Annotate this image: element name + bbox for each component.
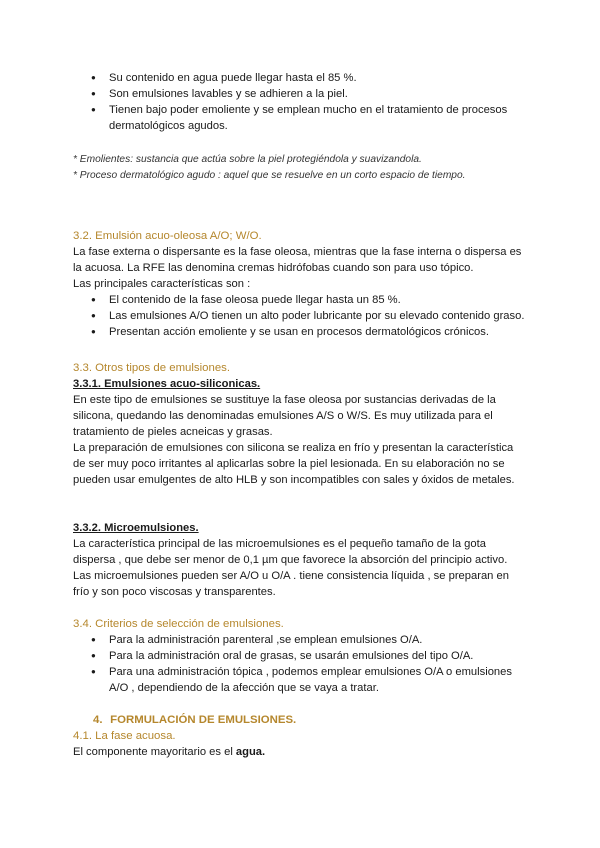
list-item: ● Son emulsiones lavables y se adhieren a la piel. (73, 86, 513, 102)
list-item: ● El contenido de la fase oleosa puede llegar hasta un 85 %. (73, 292, 528, 308)
chapter-heading (73, 712, 528, 728)
note-proceso-agudo: * Proceso dermatológico agudo : aquel que se resuelve en un corto espacio de tiempo. (73, 170, 466, 181)
list-item: ● Para la administración parenteral ,se emplean emulsiones O/A. (73, 632, 528, 648)
footnotes (73, 152, 543, 184)
section-3-2 (73, 228, 528, 340)
section-3-3 (73, 360, 528, 488)
chapter-title: FORMULACIÓN DE EMULSIONES. (110, 714, 297, 726)
properties-list-ao (73, 70, 513, 134)
subsection-heading: 3.3.2. Microemulsiones. (73, 522, 199, 534)
section-heading: 3.4. Criterios de selección de emulsiones. (73, 618, 284, 630)
paragraph: La preparación de emulsiones con silicona se realiza en frío y presentan la característica de ser muy poco irritantes al aplicarlas sobre la piel lesionada. En su elaboración no se pueden usar emulgentes de alto HLB y son incompatibles con sales y óxidos de metales. (73, 442, 515, 486)
chapter-number: 4. (93, 714, 103, 726)
list-item: ● Presentan acción emoliente y se usan en procesos dermatológicos crónicos. (73, 324, 528, 340)
section-heading: 4.1. La fase acuosa. (73, 730, 176, 742)
section-4 (73, 712, 528, 760)
section-heading: 3.3. Otros tipos de emulsiones. (73, 362, 231, 374)
list-item: ● Para una administración tópica , podemos emplear emulsiones O/A o emulsiones A/O , dependiendo de la afección que se vaya a tratar. (73, 664, 528, 696)
note-emolientes: * Emolientes: sustancia que actúa sobre la piel protegiéndola y suavizandola. (73, 154, 422, 165)
paragraph: La fase externa o dispersante es la fase oleosa, mientras que la fase interna o dispersa es la acuosa. La RFE las denomina cremas hidrófobas cuando son para uso tópico. (73, 246, 522, 274)
section-3-3-2 (73, 520, 528, 600)
paragraph: En este tipo de emulsiones se sustituye la fase oleosa por sustancias derivadas de la silicona, quedando las denominadas emulsiones A/S o W/S. Es muy utilizada para el tratamiento de pieles acneicas y grasas. (73, 394, 496, 438)
section-3-4 (73, 616, 528, 696)
criteria-list (73, 632, 528, 696)
paragraph (73, 744, 528, 760)
list-item: ● Las emulsiones A/O tienen un alto poder lubricante por su elevado contenido graso. (73, 308, 528, 324)
list-item: ● Para la administración oral de grasas, se usarán emulsiones del tipo O/A. (73, 648, 528, 664)
subsection-heading: 3.3.1. Emulsiones acuo-siliconicas. (73, 378, 261, 390)
text-run: El componente mayoritario es el (73, 746, 236, 758)
paragraph: La característica principal de las microemulsiones es el pequeño tamaño de la gota dispersa , que debe ser menor de 0,1 µm que favorece la absorción del principio activo. Las microemulsiones pueden ser A/O u O/A . tiene consistencia líquida , se preparan en frío y son poco viscosas y transparentes. (73, 538, 509, 598)
list-item: ● Tienen bajo poder emoliente y se emplean mucho en el tratamiento de procesos dermatológicos agudos. (73, 102, 513, 134)
paragraph: Las principales características son : (73, 278, 251, 290)
list-item: ● Su contenido en agua puede llegar hasta el 85 %. (73, 70, 513, 86)
bold-term: agua. (235, 746, 266, 758)
section-heading: 3.2. Emulsión acuo-oleosa A/O; W/O. (73, 230, 262, 242)
characteristics-list (73, 292, 528, 340)
